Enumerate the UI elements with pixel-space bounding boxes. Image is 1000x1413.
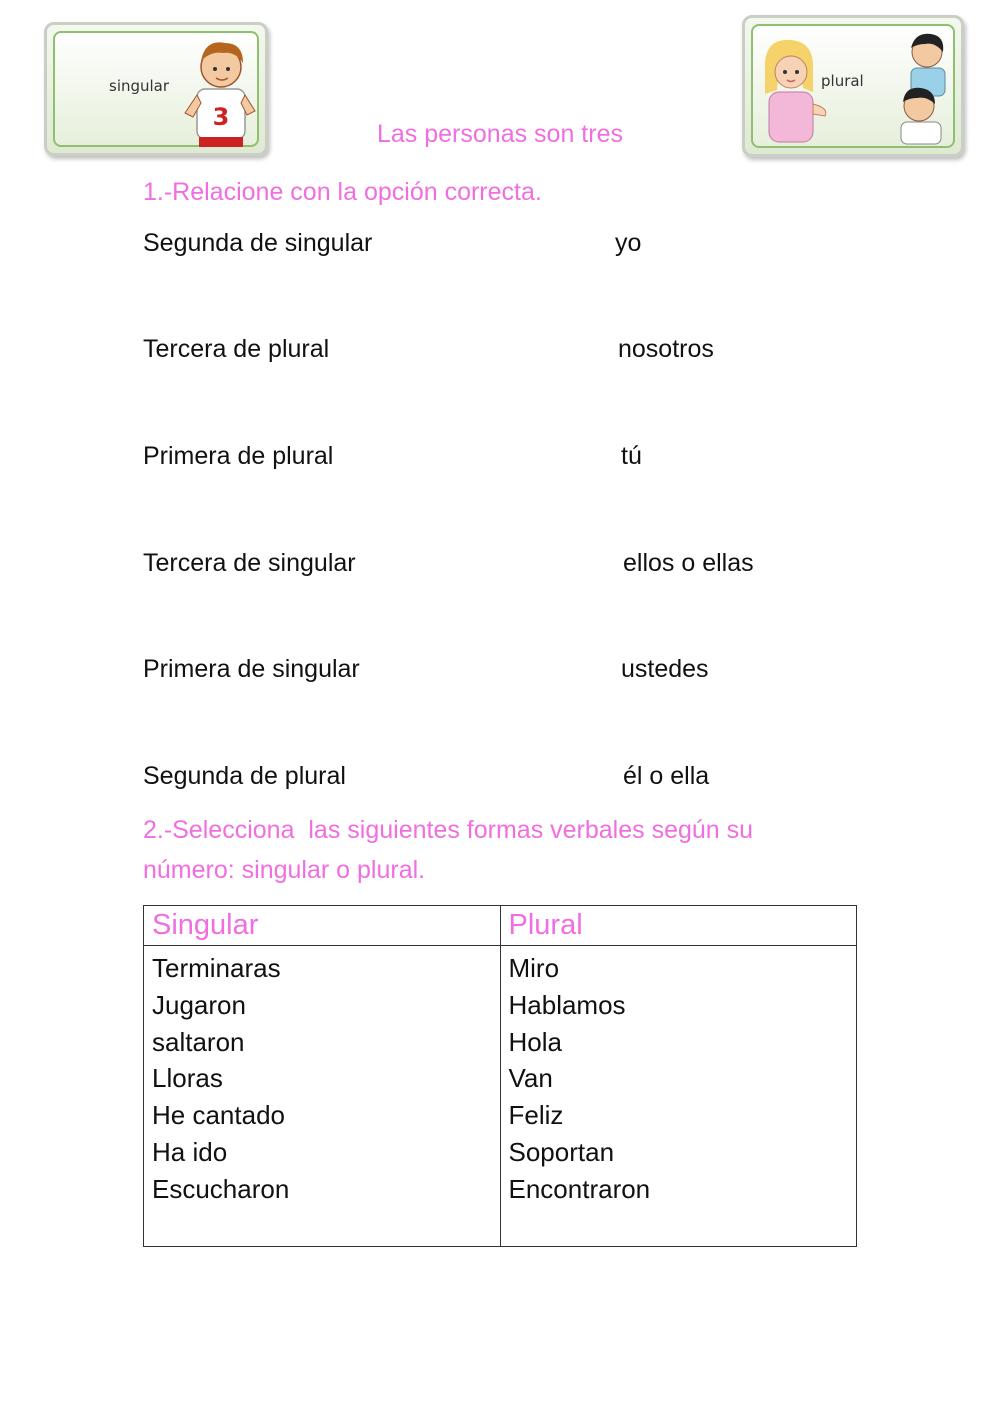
jersey-number: 3 bbox=[212, 103, 230, 131]
match-right-item: yo bbox=[615, 229, 642, 257]
match-right-item: él o ella bbox=[623, 762, 710, 790]
verb-word[interactable]: Lloras bbox=[152, 1063, 223, 1094]
worksheet-title: Las personas son tres bbox=[377, 120, 623, 148]
match-left-item: Primera de singular bbox=[143, 655, 360, 683]
match-left-item: Segunda de plural bbox=[143, 762, 346, 790]
verb-word[interactable]: Feliz bbox=[508, 1100, 564, 1131]
verb-word[interactable]: Miro bbox=[508, 953, 560, 983]
table-header-row bbox=[144, 906, 857, 946]
verb-word[interactable]: Escucharon bbox=[152, 1173, 290, 1204]
singular-column bbox=[144, 946, 501, 1247]
verb-word[interactable]: Hablamos bbox=[508, 989, 626, 1020]
singular-column-header: Singular bbox=[144, 906, 501, 946]
match-right-item: tú bbox=[621, 442, 642, 470]
exercise-1-heading: 1.-Relacione con la opción correcta. bbox=[143, 178, 542, 206]
verb-classification-table bbox=[143, 905, 857, 1247]
verb-word[interactable]: Van bbox=[508, 1063, 553, 1094]
plural-column bbox=[500, 946, 857, 1247]
verb-word[interactable]: Ha ido bbox=[152, 1136, 228, 1167]
match-right-item: ustedes bbox=[621, 655, 709, 683]
plural-card-label: plural bbox=[821, 72, 864, 90]
plural-column-header: Plural bbox=[500, 906, 857, 946]
match-right-item: ellos o ellas bbox=[623, 549, 754, 577]
match-right-item: nosotros bbox=[618, 335, 714, 363]
verb-word[interactable]: Soportan bbox=[508, 1136, 615, 1167]
verb-word[interactable]: saltaron bbox=[152, 1026, 245, 1057]
verb-word[interactable]: Encontraron bbox=[508, 1173, 651, 1204]
exercise-2-heading-line-2: número: singular o plural. bbox=[143, 856, 426, 884]
exercise-2-heading-line-1: 2.-Selecciona las siguientes formas verbales según su bbox=[143, 816, 754, 844]
verb-word[interactable]: Terminaras bbox=[152, 953, 281, 983]
match-left-item: Segunda de singular bbox=[143, 229, 373, 257]
verb-word[interactable]: Hola bbox=[508, 1026, 562, 1057]
match-left-item: Primera de plural bbox=[143, 442, 334, 470]
match-left-item: Tercera de singular bbox=[143, 549, 356, 577]
table-row bbox=[144, 946, 857, 1247]
verb-word[interactable]: He cantado bbox=[152, 1100, 285, 1131]
singular-card-label: singular bbox=[109, 77, 170, 95]
verb-word[interactable]: Jugaron bbox=[152, 989, 246, 1020]
match-left-item: Tercera de plural bbox=[143, 335, 330, 363]
